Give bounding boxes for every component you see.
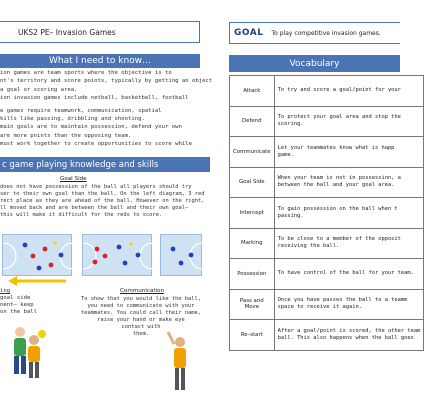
vocabulary-row [230, 228, 424, 259]
definition-line: between the ball and your goal area. [277, 182, 395, 189]
goal-side-line: does not have possession of the ball all players should try [0, 184, 192, 190]
vocabulary-definition [274, 167, 424, 198]
vocabulary-row [230, 259, 424, 290]
vocabulary-term: Attack [230, 76, 275, 107]
definition-line: passing. [277, 212, 304, 219]
vocabulary-term: Marking [230, 228, 275, 259]
goal-side-text [0, 184, 205, 219]
definition-line: scoring. [277, 121, 304, 128]
communication-line: To show that you would like the ball, [80, 296, 202, 302]
intro-line: e games require teamwork, communication, spatial [0, 107, 162, 114]
communication-line: teammates. You could call their name, [80, 310, 202, 316]
vocabulary-term: Goal Side [230, 167, 275, 198]
definition-line: To protect your goal area and stop the [277, 114, 401, 121]
goal-side-line: this will make it difficult for the reds to score. [0, 212, 163, 219]
vocabulary-term: Intercept [230, 198, 275, 229]
vocabulary-term: Re–start [230, 320, 275, 351]
intro-line: main goals are to maintain possession, defend your own [0, 124, 182, 131]
definition-line: Let your teammates know what is happ [277, 144, 395, 151]
goal-side-line: ll moved back and are between the ball and their own goal– [0, 205, 189, 212]
goal-side-diagram-right [160, 234, 202, 276]
definition-line: ball. This also happens when the ball goes [277, 334, 414, 341]
vocabulary-definition [274, 137, 424, 168]
goal-side-diagram-middle [82, 234, 152, 276]
marking-line: on the ball [0, 309, 38, 315]
communication-line: contact with [121, 324, 161, 330]
definition-line: To gain possession on the ball when t [277, 205, 398, 212]
definition-line: receiving the ball. [277, 243, 340, 250]
definition-line: To have control of the ball for your team. [277, 270, 414, 277]
vocabulary-definition [274, 320, 424, 351]
vocabulary-definition [274, 76, 424, 107]
intro-line: ion games are team sports where the objective is to [0, 70, 172, 76]
marking-text [0, 288, 37, 316]
goal-side-diagram-left [2, 234, 72, 276]
vocabulary-term: Possession [230, 259, 275, 290]
vocabulary-label: Vocabulary [289, 58, 340, 69]
skills-header [0, 157, 210, 172]
definition-line: Once you have passes the ball to a teamm [277, 297, 408, 304]
intro-line: ion invasion games include netball, basketball, football [0, 95, 189, 102]
communication-line: raise your hand or make eye [97, 317, 185, 323]
vocabulary-term: Communicate [230, 137, 275, 168]
goal-side-title: Goal Side [60, 176, 87, 182]
intro-line: nt's territory and score points, typically by getting an object [0, 78, 213, 85]
communicating-player-illustration [164, 330, 198, 396]
vocabulary-row [230, 167, 424, 198]
vocabulary-header [229, 55, 400, 72]
vocabulary-definition [274, 259, 424, 290]
marking-title: ing [0, 288, 11, 294]
vocabulary-definition [274, 289, 424, 320]
skills-label: c game playing knowledge and skills [2, 159, 159, 170]
direction-arrow-icon [8, 276, 68, 286]
intro-line: kills like passing, dribbling and shooting. [0, 116, 145, 123]
intro-text [0, 70, 213, 152]
need-to-know-header [0, 54, 200, 68]
intro-spacer [0, 104, 202, 107]
definition-line: After a goal/point is scored, the other team [277, 327, 421, 334]
marking-line: goal side [0, 295, 31, 301]
communication-line: you need to communicate with your [87, 303, 195, 309]
intro-line: are more points than the opposing team. [0, 132, 132, 139]
vocabulary-table [229, 75, 424, 351]
page-title-box [0, 21, 200, 43]
goal-text: To play competitive invasion games. [271, 29, 381, 37]
vocabulary-definition [274, 228, 424, 259]
pitch-right-svg [161, 235, 203, 277]
vocabulary-definition [274, 106, 424, 137]
vocabulary-row [230, 106, 424, 137]
marking-line: nent– keep [0, 302, 34, 308]
communication-title: Communication [120, 288, 165, 294]
intro-line: must work together to create opportunities to score while [0, 141, 192, 148]
vocabulary-row [230, 320, 424, 351]
pitch-left-svg [3, 235, 73, 277]
goal-side-line: ser to their own goal than the ball. On the left diagram, 3 red [0, 191, 205, 198]
definition-line: To try and score a goal/point for your [277, 87, 401, 94]
vocabulary-definition [274, 198, 424, 229]
definition-line: To be close to a member of the opposit [277, 236, 401, 243]
pitch-middle-svg [83, 235, 153, 277]
vocabulary-term: Pass and Move [230, 289, 275, 320]
definition-line: space to receive it again. [277, 304, 362, 311]
vocabulary-row [230, 289, 424, 320]
communication-line: them. [132, 331, 150, 337]
definition-line: When your team is not in possession, a [277, 175, 401, 182]
goal-logo: GOAL [234, 28, 264, 38]
intro-line: a goal or scoring area. [0, 86, 78, 93]
need-to-know-label: What I need to know… [48, 56, 152, 66]
page-title: UKS2 PE– Invasion Games [18, 27, 116, 37]
goal-side-line: rect place as they are ahead of the ball. However on the right, [0, 198, 205, 205]
vocabulary-row [230, 198, 424, 229]
vocabulary-row [230, 76, 424, 107]
goal-box [229, 22, 400, 44]
vocabulary-term: Defend [230, 106, 275, 137]
vocabulary-row [230, 137, 424, 168]
marking-players-illustration [6, 322, 48, 394]
definition-line: game. [277, 151, 294, 158]
